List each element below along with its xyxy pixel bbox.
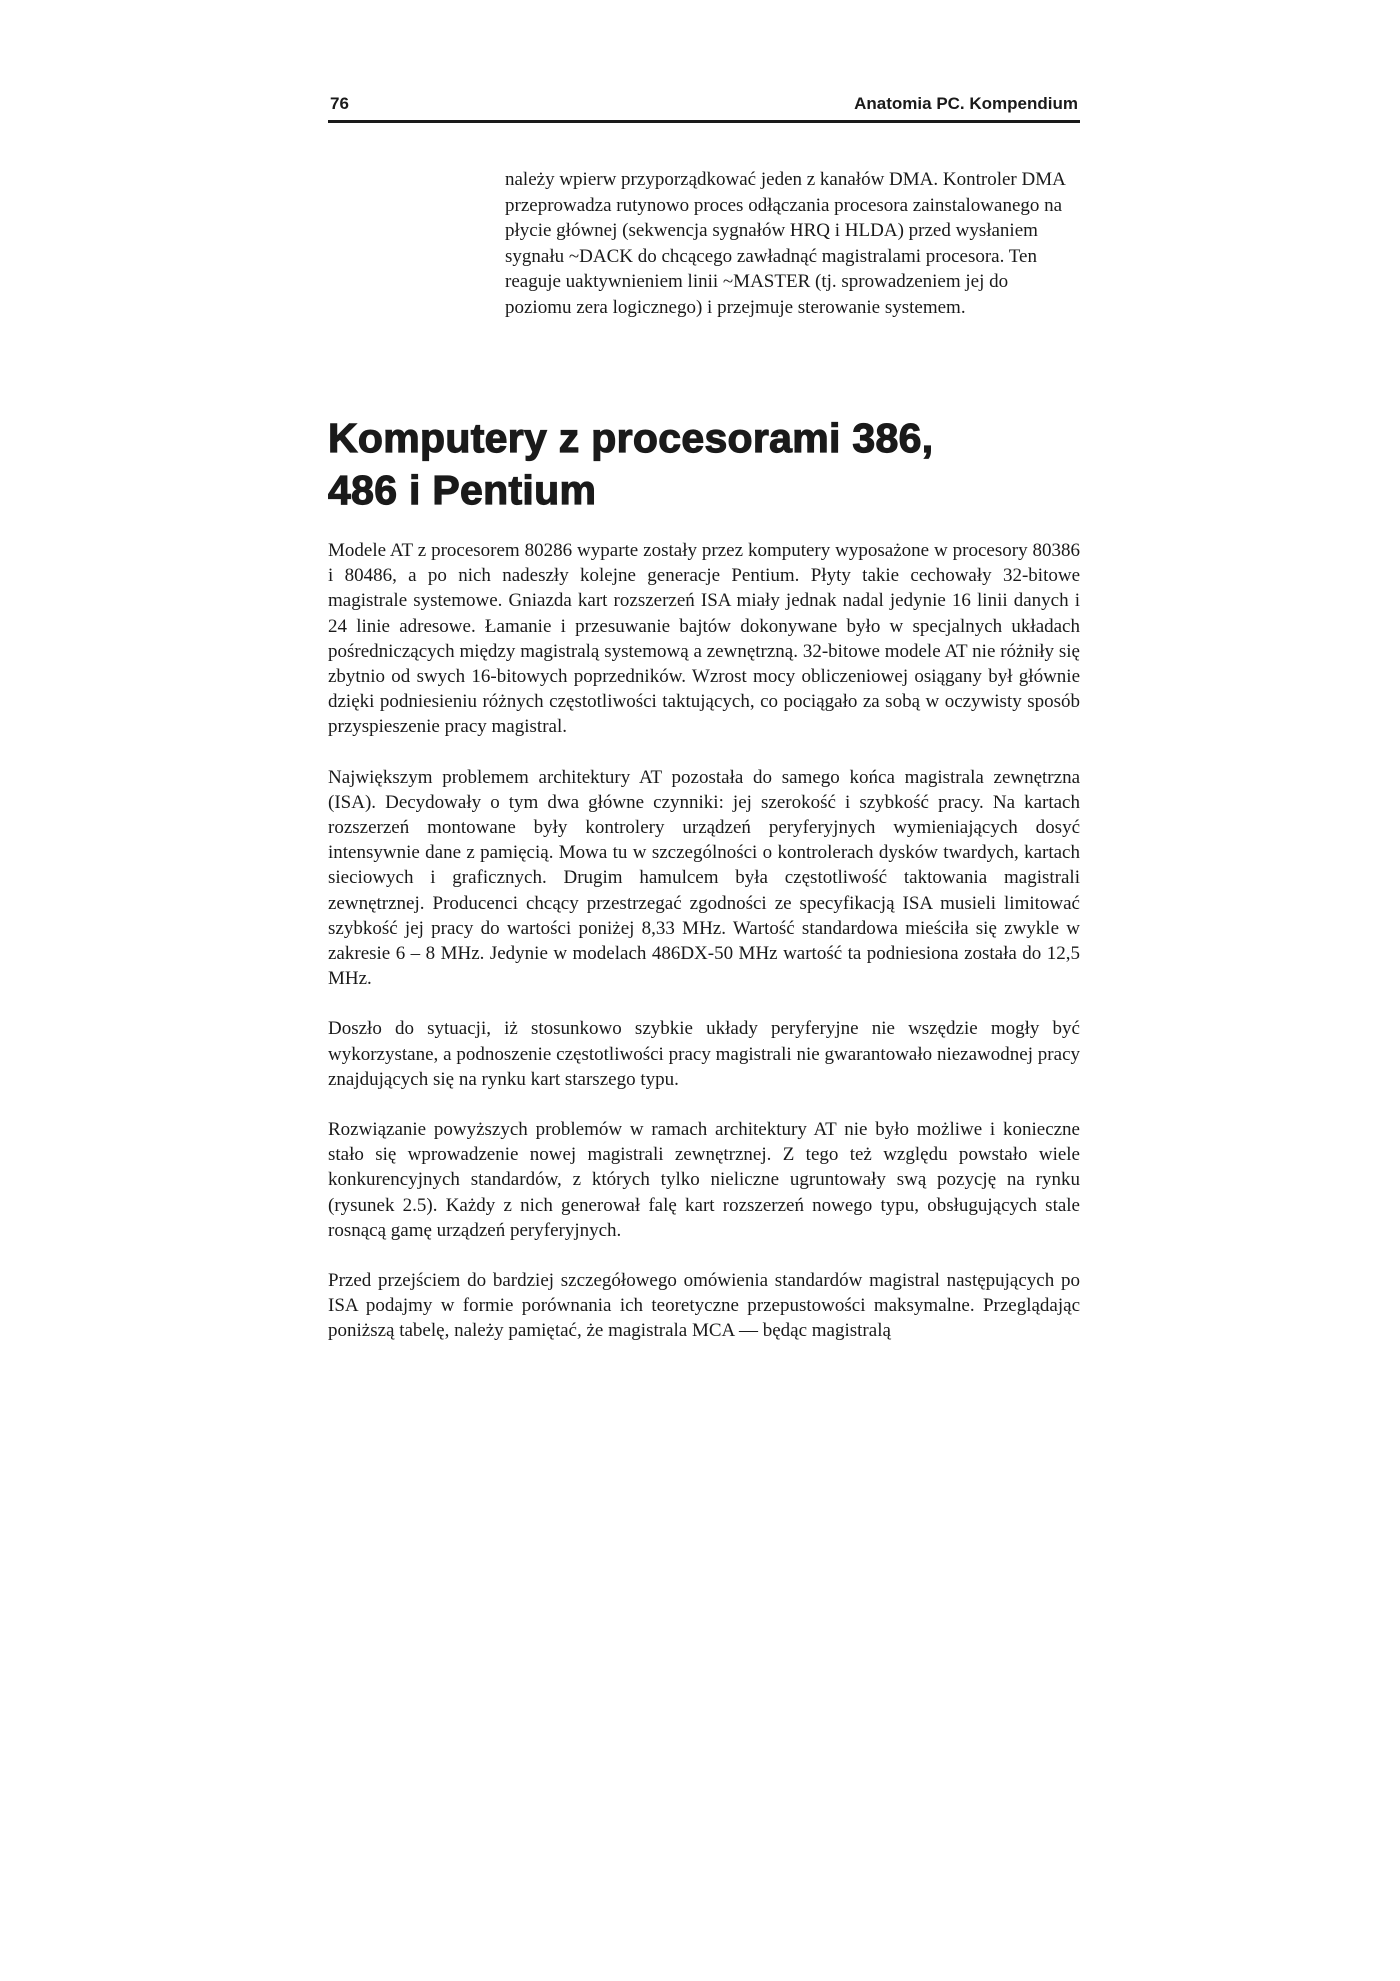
- book-title: Anatomia PC. Kompendium: [854, 94, 1078, 113]
- body-paragraph-1: Modele AT z procesorem 80286 wyparte zostały przez komputery wyposażone w procesory 80386 i 80486, a po nich nadeszły kolejne generacje Pentium. Płyty takie cechowały 32-bitowe magistrale systemowe. Gniazda kart rozszerzeń ISA miały jednak nadal jedynie 16 linii danych i 24 linie adresowe. Łamanie i przesuwanie bajtów dokonywane było w specjalnych układach pośredniczących między magistralą systemową a zewnętrzną. 32-bitowe modele AT nie różniły się zbytnio od swych 16-bitowych poprzedników. Wzrost mocy obliczeniowej osiągany był głównie dzięki podniesieniu różnych częstotliwości taktujących, co pociągało za sobą w oczywisty sposób przyspieszenie pracy magistral.: [328, 540, 1080, 738]
- section-title: [328, 412, 1088, 516]
- page-number: 76: [330, 94, 349, 113]
- section-title-line-1: Komputery z procesorami 386,: [328, 415, 934, 461]
- body-paragraph-2: Największym problemem architektury AT pozostała do samego końca magistrala zewnętrzna (ISA). Decydowały o tym dwa główne czynniki: jej szerokość i szybkość pracy. Na kartach rozszerzeń montowane były kontrolery urządzeń peryferyjnych wymieniających dosyć intensywnie dane z pamięcią. Mowa tu w szczególności o kontrolerach dysków twardych, kartach sieciowych i graficznych. Drugim hamulcem była częstotliwość taktowania magistrali zewnętrznej. Producenci chcący przestrzegać zgodności ze specyfikacją ISA musieli limitować szybkość jej pracy do wartości poniżej 8,33 MHz. Wartość standardowa mieściła się zwykle w zakresie 6 – 8 MHz. Jedynie w modelach 486DX-50 MHz wartość ta podniesiona została do 12,5 MHz.: [328, 766, 1080, 990]
- body-paragraph-4: Rozwiązanie powyższych problemów w ramach architektury AT nie było możliwe i konieczne stało się wprowadzenie nowej magistrali zewnętrznej. Z tego też względu powstało wiele konkurencyjnych standardów, z których tylko nieliczne ugruntowały swą pozycję na rynku (rysunek 2.5). Każdy z nich generował falę kart rozszerzeń nowego typu, obsługujących stale rosnącą gamę urządzeń peryferyjnych.: [328, 1119, 1080, 1241]
- body-paragraph-5: Przed przejściem do bardziej szczegółowego omówienia standardów magistral następujących po ISA podajmy w formie porównania ich teoretyczne przepustowości maksymalne. Przeglądając poniższą tabelę, należy pamiętać, że magistrala MCA — będąc magistralą: [328, 1270, 1080, 1342]
- section-title-line-2: 486 i Pentium: [328, 467, 597, 513]
- intro-paragraph: należy wpierw przyporządkować jeden z kanałów DMA. Kontroler DMA przeprowadza rutynowo proces odłączania procesora zainstalowanego na płycie głównej (sekwencja sygnałów HRQ i HLDA) przed wysłaniem sygnału ~DACK do chcącego zawładnąć magistralami procesora. Ten reaguje uaktywnieniem linii ~MASTER (tj. sprowadzeniem jej do poziomu zera logicznego) i przejmuje sterowanie systemem.: [505, 169, 1065, 318]
- body-text: [328, 538, 1080, 1369]
- running-header: [328, 92, 1080, 123]
- body-paragraph-3: Doszło do sytuacji, iż stosunkowo szybkie układy peryferyjne nie wszędzie mogły być wykorzystane, a podnoszenie częstotliwości pracy magistrali nie gwarantowało niezawodnej pracy znajdujących się na rynku kart starszego typu.: [328, 1018, 1080, 1090]
